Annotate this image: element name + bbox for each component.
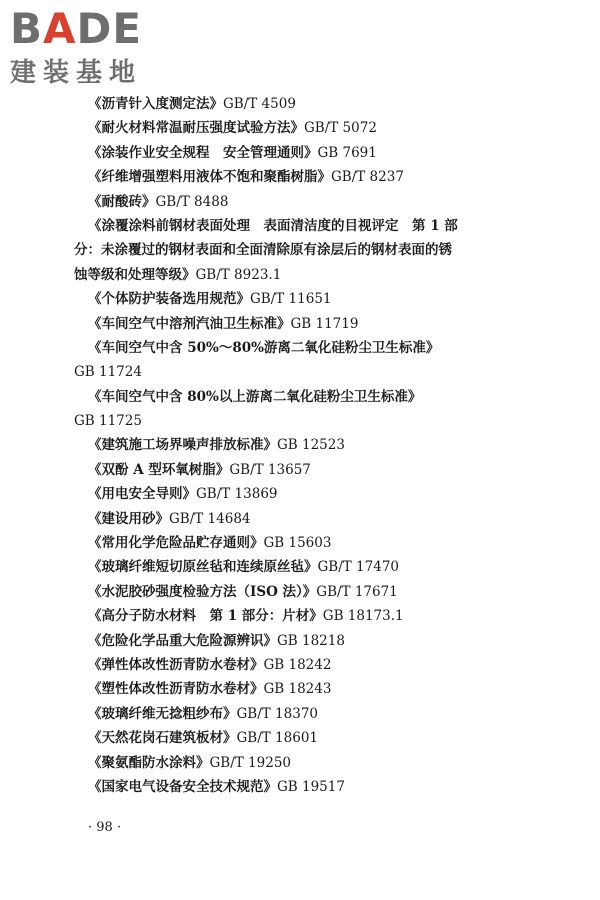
standard-title: 分：未涂覆过的钢材表面和全面清除原有涂层后的钢材表面的锈 [74,242,452,259]
standard-title: 《常用化学危险品贮存通则》 [88,535,264,552]
standard-line [74,482,564,506]
standard-code: GB 11724 [74,364,142,381]
logo-subtitle: 建装基地 [10,58,143,88]
standard-title: 《危险化学品重大危险源辨识》 [88,632,277,649]
standard-code: GB 19517 [277,778,345,795]
standard-line [74,360,564,384]
logo-wordmark [10,6,142,52]
standard-line [74,580,564,604]
standard-line [74,726,564,750]
standard-title: 《弹性体改性沥青防水卷材》 [88,656,264,673]
standard-code: GB/T 11651 [250,291,332,308]
standard-code: GB/T 8488 [155,193,229,210]
standard-line [74,531,564,555]
page-number: · 98 · [88,820,122,835]
standard-title: 《聚氨酯防水涂料》 [88,754,210,771]
standard-code: GB/T 13657 [229,461,311,478]
standard-line [74,433,564,457]
standard-line [74,214,564,238]
standard-title: 《塑性体改性沥青防水卷材》 [88,681,264,698]
standard-title: 《沥青针入度测定法》 [88,96,223,112]
standard-line [74,677,564,701]
standard-title: 《玻璃纤维无捻粗纱布》 [88,705,237,722]
standard-title: 《建筑施工场界噪声排放标准》 [88,437,277,454]
standard-title: 《车间空气中含 80%以上游离二氧化硅粉尘卫生标准》 [88,388,422,405]
standard-title: 《建设用砂》 [88,510,169,527]
standard-code: GB 15603 [263,535,332,552]
standard-title: 《国家电气设备安全技术规范》 [88,778,277,795]
standard-code: GB/T 8237 [331,169,404,186]
standard-code: GB/T 8923.1 [195,266,282,283]
standard-line [74,312,564,336]
standard-code: GB/T 18370 [236,705,318,722]
standard-line [74,555,564,579]
standard-line [74,604,564,628]
standard-title: 《耐酸砖》 [88,193,156,210]
standard-code: GB/T 14684 [169,510,251,527]
standard-code: GB/T 19250 [209,754,291,771]
standard-line [74,507,564,531]
standard-line [74,238,564,262]
standard-code: GB 18243 [263,681,332,698]
standard-line [74,385,564,409]
standard-title: 《涂装作业安全规程 安全管理通则》 [88,144,318,161]
standard-line [74,190,564,214]
standard-code: GB 18173.1 [322,608,404,625]
standard-code: GB/T 17470 [317,559,399,576]
standard-line [74,629,564,653]
standard-line [74,336,564,360]
standard-line [74,775,564,799]
standard-title: 《耐火材料常温耐压强度试验方法》 [88,120,304,137]
standard-code: GB 11719 [290,315,359,332]
standard-title: 《高分子防水材料 第 1 部分：片材》 [88,608,323,625]
standard-code: GB 12523 [277,437,345,454]
logo-letter-a-accent: A [43,4,77,53]
standard-title: 蚀等级和处理等级》 [74,266,196,283]
standard-title: 《涂覆涂料前钢材表面处理 表面清洁度的目视评定 第 1 部 [88,217,458,234]
standard-code: GB 7691 [317,144,377,161]
standard-title: 《个体防护装备选用规范》 [88,291,250,308]
bade-logo [10,6,180,92]
standard-code: GB/T 18601 [236,730,318,747]
standard-code: GB 18242 [263,656,332,673]
standard-title: 《车间空气中含 50%～80%游离二氧化硅粉尘卫生标准》 [88,339,440,356]
standard-title: 《车间空气中溶剂汽油卫生标准》 [88,315,291,332]
standard-title: 《水泥胶砂强度检验方法（ISO 法）》 [88,583,317,600]
standard-line [74,653,564,677]
standard-line [74,141,564,165]
standard-line [74,409,564,433]
standard-line [74,458,564,482]
standard-code: GB/T 13869 [196,486,278,503]
standard-title: 《玻璃纤维短切原丝毡和连续原丝毡》 [88,559,318,576]
standards-list [74,92,564,799]
standard-code: GB/T 4509 [223,96,296,112]
standard-line [74,116,564,140]
logo-letters-de: DE [76,4,143,53]
standard-line [74,92,564,116]
standard-code: GB/T 5072 [304,120,377,137]
standard-title: 《用电安全导则》 [88,486,196,503]
standard-title: 《天然花岗石建筑板材》 [88,730,237,747]
standard-code: GB/T 17671 [316,583,398,600]
standard-title: 《双酚 A 型环氧树脂》 [88,461,230,478]
logo-letter-b: B [10,4,44,53]
standard-code: GB 11725 [74,413,142,430]
standard-title: 《纤维增强塑料用液体不饱和聚酯树脂》 [88,169,331,186]
standard-line [74,165,564,189]
standard-line [74,287,564,311]
standard-code: GB 18218 [277,632,345,649]
standard-line [74,751,564,775]
standard-line [74,263,564,287]
standard-line [74,702,564,726]
